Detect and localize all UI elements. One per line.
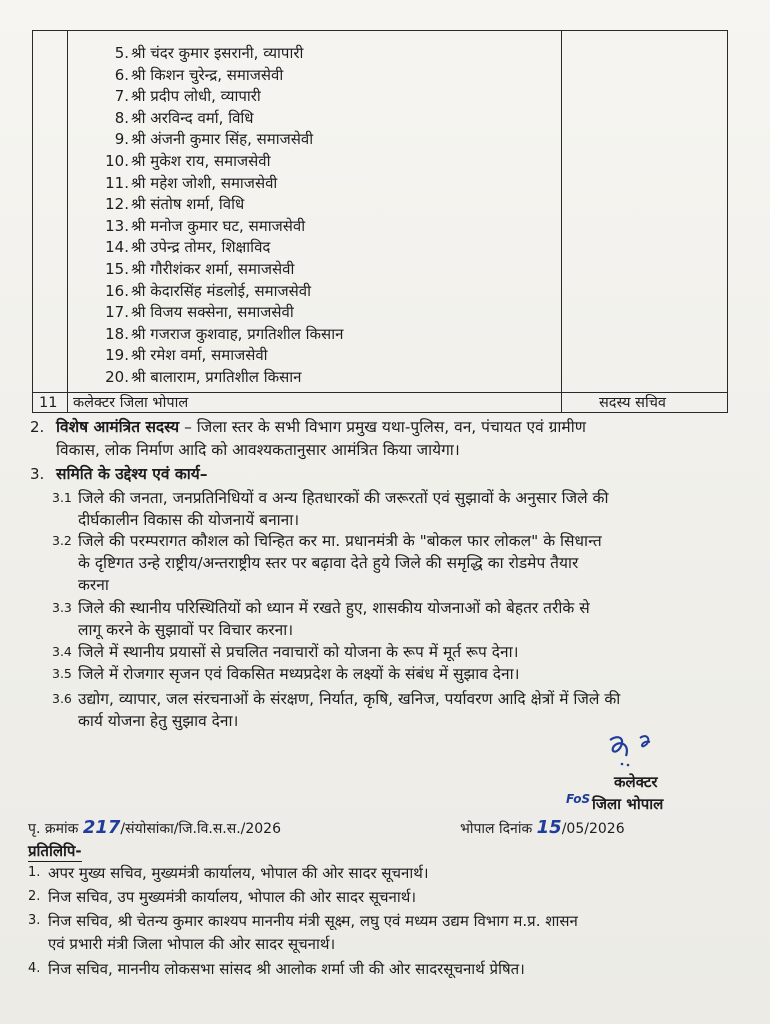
list-item [105, 302, 343, 324]
reference-date [460, 818, 625, 839]
section-number: 2. [30, 418, 45, 436]
copy-item-text: निज सचिव, श्री चेतन्य कुमार काश्यप माननीय मंत्री सूक्ष्म, लघु एवं मध्यम उद्यम विभाग म.प्र. शासन [48, 912, 578, 930]
list-item [105, 216, 343, 238]
list-item [105, 324, 343, 346]
list-item [105, 259, 343, 281]
copy-to-heading: प्रतिलिपि- [28, 842, 82, 860]
list-item [105, 86, 343, 108]
copy-item-number: 1. [28, 865, 41, 880]
list-item [105, 108, 343, 130]
item-number: 3.1 [52, 490, 72, 505]
copy-item-text: निज सचिव, माननीय लोकसभा सांसद श्री आलोक शर्मा जी की ओर सादरसूचनार्थ प्रेषित। [48, 960, 525, 978]
copy-item-text: अपर मुख्य सचिव, मुख्यमंत्री कार्यालय, भोपाल की ओर सादर सूचनार्थ। [48, 864, 429, 882]
member-text: श्री बालाराम, प्रगतिशील किसान [131, 367, 302, 386]
member-text: श्री विजय सक्सेना, समाजसेवी [131, 303, 294, 322]
member-text: श्री गजराज कुशवाह, प्रगतिशील किसान [131, 324, 344, 343]
member-number: 5. [114, 44, 129, 62]
section2-text: – जिला स्तर के सभी विभाग प्रमुख यथा-पुलिस, वन, पंचायत एवं ग्रामीण [179, 418, 586, 436]
member-role: सदस्य सचिव [599, 395, 666, 411]
member-number: 13. [105, 216, 129, 235]
member-text: श्री संतोष शर्मा, विधि [131, 195, 245, 214]
list-item [105, 129, 343, 151]
member-number: 20. [105, 367, 129, 386]
member-text: श्री चंदर कुमार इसरानी, व्यापारी [131, 44, 304, 62]
section2-line [56, 416, 586, 438]
signatory-title: कलेक्टर [614, 773, 658, 791]
member-number: 12. [105, 195, 129, 214]
item-number: 3.3 [52, 600, 72, 615]
member-text: श्री मनोज कुमार घट, समाजसेवी [131, 216, 306, 235]
list-item [105, 194, 343, 216]
member-number: 8. [114, 108, 129, 127]
member-text: श्री अरविन्द वर्मा, विधि [131, 108, 254, 127]
item-number: 3.2 [52, 533, 72, 548]
table-divider [67, 31, 68, 412]
item-text: दीर्घकालीन विकास की योजनायें बनाना। [78, 511, 300, 529]
member-text: श्री उपेन्द्र तोमर, शिक्षाविद [131, 238, 271, 257]
reference-number [28, 818, 281, 839]
item-text: जिले में रोजगार सृजन एवं विकसित मध्यप्रदेश के लक्ष्यों के संबंध में सुझाव देना। [78, 665, 520, 683]
item-text: लागू करने के सुझावों पर विचार करना। [78, 621, 294, 639]
copy-item-text: एवं प्रभारी मंत्री जिला भोपाल की ओर सादर सूचनार्थ। [48, 935, 336, 953]
member-name: कलेक्टर जिला भोपाल [73, 395, 189, 411]
member-text: श्री गौरीशंकर शर्मा, समाजसेवी [131, 259, 295, 278]
copy-item-number: 4. [28, 961, 41, 976]
section2-heading: विशेष आमंत्रित सदस्य [56, 418, 180, 436]
reference-handwritten-number: 217 [82, 817, 121, 838]
member-number: 11. [105, 173, 129, 192]
date-handwritten-day: 15 [536, 817, 562, 838]
list-item [105, 43, 343, 65]
list-item [105, 367, 343, 389]
member-number: 17. [105, 303, 129, 322]
list-item [105, 173, 343, 195]
member-number: 10. [105, 151, 129, 170]
item-text: जिले की स्थानीय परिस्थितियों को ध्यान में रखते हुए, शासकीय योजनाओं को बेहतर तरीके से [78, 599, 590, 617]
table-row [33, 393, 727, 413]
member-text: श्री किशन चुरेन्द्र, समाजसेवी [131, 65, 284, 84]
section-number: 3. [30, 465, 45, 483]
member-number: 14. [105, 238, 129, 257]
item-text: उद्योग, व्यापार, जल संरचनाओं के संरक्षण, निर्यात, कृषि, खनिज, पर्यावरण आदि क्षेत्रों में जिले की [78, 690, 621, 708]
list-item [105, 281, 343, 303]
item-text: जिले में स्थानीय प्रयासों से प्रचलित नवाचारों को योजना के रूप में मूर्त रूप देना। [78, 643, 519, 661]
item-text: जिले की जनता, जनप्रतिनिधियों व अन्य हितधारकों की जरूरतों एवं सुझावों के अनुसार जिले की [78, 489, 609, 507]
reference-prefix: पृ. क्रमांक [28, 821, 79, 837]
item-text: के दृष्टिगत उन्हे राष्ट्रीय/अन्तराष्ट्रीय स्तर पर बढ़ावा देते हुये जिले की समृद्धि का रोडमेप तैयार [78, 554, 579, 572]
item-number: 3.6 [52, 691, 72, 706]
signatory-office: जिला भोपाल [592, 795, 664, 813]
member-number: 19. [105, 346, 129, 365]
list-item [105, 151, 343, 173]
section2-text: विकास, लोक निर्माण आदि को आवश्यकतानुसार आमंत्रित किया जायेगा। [56, 441, 460, 459]
member-number: 9. [114, 130, 129, 149]
member-number: 6. [114, 65, 129, 84]
list-item [105, 65, 343, 87]
reference-suffix: /संयोसांका/जि.वि.स.स./2026 [120, 821, 282, 837]
member-text: श्री प्रदीप लोधी, व्यापारी [131, 87, 261, 106]
member-text: श्री केदारसिंह मंडलोई, समाजसेवी [131, 281, 311, 300]
member-text: श्री मुकेश राय, समाजसेवी [131, 151, 271, 170]
members-table [32, 30, 728, 413]
item-text: करना [78, 576, 109, 594]
member-text: श्री अंजनी कुमार सिंह, समाजसेवी [131, 130, 314, 149]
row-number: 11 [39, 395, 58, 411]
member-number: 7. [114, 87, 129, 106]
copy-item-text: निज सचिव, उप मुख्यमंत्री कार्यालय, भोपाल की ओर सादर सूचनार्थ। [48, 888, 417, 906]
item-number: 3.5 [52, 666, 72, 681]
signature-mark [596, 730, 676, 770]
item-text: कार्य योजना हेतु सुझाव देना। [78, 712, 239, 730]
member-number: 16. [105, 281, 129, 300]
copy-item-number: 3. [28, 913, 41, 928]
list-item [105, 345, 343, 367]
member-list [105, 43, 343, 389]
item-number: 3.4 [52, 644, 72, 659]
list-item [105, 237, 343, 259]
member-number: 18. [105, 324, 129, 343]
table-divider [561, 31, 562, 412]
date-rest: /05/2026 [561, 821, 625, 837]
copy-item-number: 2. [28, 889, 41, 904]
section3-heading: समिति के उद्देश्य एवं कार्य– [56, 465, 208, 483]
item-text: जिले की परम्परागत कौशल को चिन्हित कर मा. प्रधानमंत्री के "बोकल फार लोकल" के सिधान्त [78, 532, 602, 550]
member-number: 15. [105, 259, 129, 278]
fos-annotation: FoS [566, 792, 591, 806]
date-prefix: भोपाल दिनांक [460, 821, 533, 837]
member-text: श्री रमेश वर्मा, समाजसेवी [131, 346, 268, 365]
member-text: श्री महेश जोशी, समाजसेवी [131, 173, 278, 192]
